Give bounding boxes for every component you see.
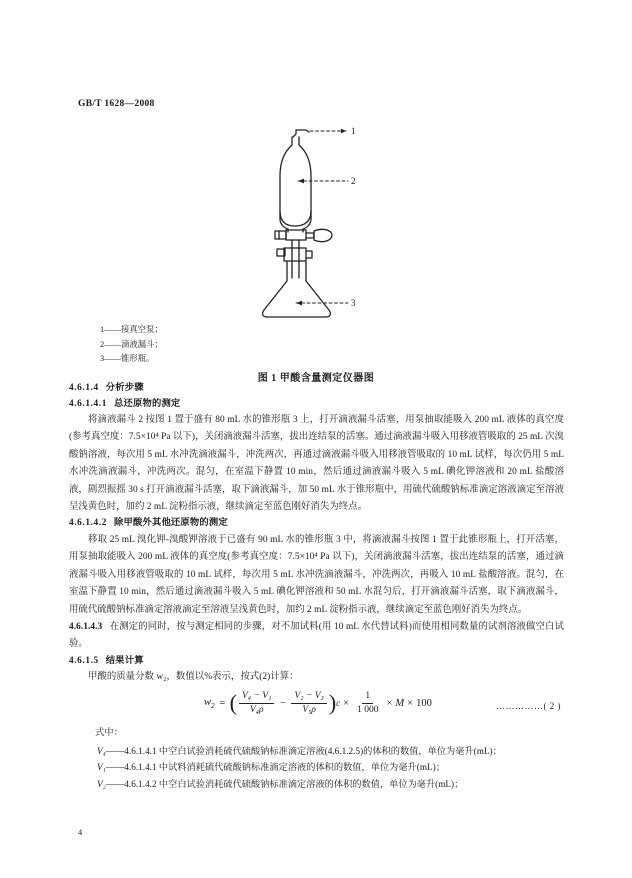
- heading-4-6-1-4-2: [69, 516, 564, 531]
- heading-title: 分析步骤: [105, 383, 144, 393]
- variable-symbol: V₂: [97, 778, 106, 789]
- variable-symbol: V₁: [97, 762, 106, 773]
- definition-row: [69, 743, 564, 760]
- formula-factor-c: c: [336, 698, 341, 709]
- formula-lhs: $w_2$: [204, 696, 215, 710]
- paragraph-4-6-1-4-1: 将滴液漏斗 2 按图 1 置于盛有 80 mL 水的锥形瓶 3 上，打开滴液漏斗活塞，用泵抽取能吸入 200 mL 液体的真空度(参考真空度：7.5×10⁴ Pa 以下)，关闭滴液漏斗活塞，拔出连结泵的活塞。通过滴液漏斗吸入用移液管吸取的 25 mL 次溴酸钠溶液，每次用 5 mL 水冲洗滴液漏斗，冲洗两次，再通过滴液漏斗吸入用移液管吸取的 10 mL 试样，每次仍用 5 mL 水冲洗滴液漏斗，冲洗两次。混匀，在室温下静置 10 min，然后通过滴液漏斗吸入 5 mL 碘化钾溶液和 20 mL 盐酸溶液，剧烈振摇 30 s 打开滴液漏斗活塞，取下滴液漏斗，加 50 mL 水于锥形瓶中，用硫代硫酸钠标准滴定溶液滴定至溶液呈浅黄色时，加约 2 mL 淀粉指示液，继续滴定至蓝色刚好消失为终点。: [69, 415, 564, 513]
- legend-item-3: 3——锥形瓶。: [100, 354, 155, 363]
- formula-times-3: ×: [407, 697, 414, 709]
- legend-item-1: 1——接真空泵；: [100, 325, 163, 334]
- standard-header: GB/T 1628—2008: [78, 99, 155, 109]
- heading-number: 4.6.1.4.3: [69, 621, 103, 632]
- formula-factor-100: 100: [416, 697, 432, 709]
- callout-label-1: 1: [351, 126, 356, 136]
- definition-dash: ——: [105, 745, 125, 756]
- formula-fraction-3: [354, 691, 381, 716]
- variable-definitions: [69, 743, 564, 793]
- formula-fraction-1: [239, 691, 274, 716]
- heading-4-6-1-4-1: [69, 397, 564, 412]
- formula-expression: [204, 691, 432, 716]
- heading-title: 除甲酸外其他还原物的测定: [113, 518, 228, 529]
- definition-dash: ——: [105, 778, 125, 789]
- apparatus-diagram: [236, 118, 406, 318]
- formula-equals: =: [218, 697, 226, 709]
- heading-title: 总还原物的测定: [113, 398, 181, 409]
- legend-item-2: 2——滴液漏斗；: [100, 339, 163, 349]
- figure-caption: 图 1 甲酸含量测定仪器图: [257, 373, 375, 384]
- paragraph-4-6-1-4-3: [69, 619, 564, 654]
- heading-4-6-1-4: [69, 381, 564, 396]
- formula-factor-M: M: [395, 697, 405, 709]
- formula-close-paren: ): [328, 690, 337, 716]
- figure-1: [0, 118, 632, 318]
- heading-number: 4.6.1.4.2: [69, 518, 107, 529]
- paragraph-4-6-1-5: 甲酸的质量分数 w₂，数值以%表示，按式(2)计算：: [88, 672, 299, 683]
- formula-times-1: ×: [343, 697, 350, 709]
- fraction-denominator: V₅ρ: [302, 704, 316, 715]
- page-content: [69, 381, 564, 792]
- where-label: 式中：: [95, 727, 123, 738]
- definition-dash: ——: [105, 762, 125, 773]
- formula-fraction-2: [291, 691, 326, 716]
- variable-symbol: V₄: [97, 745, 106, 756]
- formula-number: ……………( 2 ): [496, 700, 561, 711]
- formula-open-paren: (: [229, 690, 237, 716]
- paragraph-text: 在测定的同时，按与测定相同的步骤，对不加试料(用 10 mL 水代替试料)而使用相同数量的试剂溶液做空白试验。: [69, 621, 564, 650]
- heading-number: 4.6.1.4: [69, 383, 99, 393]
- fraction-denominator: 1 000: [357, 704, 379, 715]
- definition-text: 4.6.1.4.1 中试料消耗硫代硫酸钠标准滴定溶液的体积的数值，单位为毫升(mL)；: [124, 762, 445, 773]
- formula-2: [69, 691, 564, 725]
- definition-text: 4.6.1.4.2 中空白试验消耗硫代硫酸钠标准滴定溶液的体积的数值，单位为毫升(mL)；: [124, 778, 464, 789]
- heading-title: 结果计算: [105, 655, 144, 666]
- callout-label-3: 3: [351, 298, 356, 308]
- formula-minus: −: [279, 697, 287, 709]
- definition-row: [69, 759, 564, 776]
- callout-label-2: 2: [351, 176, 356, 186]
- fraction-numerator: V₂ − V₃: [291, 691, 326, 704]
- paragraph-4-6-1-4-2: 移取 25 mL 溴化钾-溴酸钾溶液于已盛有 90 mL 水的锥形瓶 3 中，将滴液漏斗按图 1 置于此锥形瓶上，打开活塞，用泵抽取能吸入 200 mL 液体的真空度(参考真空度：7.5×10⁴ Pa 以下)，关闭滴液漏斗活塞，拔出连结泵的活塞，通过滴液漏斗吸入用移液管吸取的 10 mL 试样，每次用 5 mL 水冲洗滴液漏斗，冲洗两次，再吸入 10 mL 盐酸溶液。混匀，在室温下静置 10 min，然后通过滴液漏斗吸入 5 mL 碘化钾溶液和 50 mL 水混匀后，打开滴液漏斗活塞，取下滴液漏斗，用硫代硫酸钠标准滴定溶液滴定至溶液呈浅黄色时，加约 2 mL 淀粉指示液，继续滴定至蓝色刚好消失为终点。: [69, 534, 564, 615]
- fraction-numerator: 1: [362, 691, 373, 704]
- formula-times-2: ×: [386, 697, 393, 709]
- heading-number: 4.6.1.5: [69, 655, 99, 666]
- definition-row: [69, 776, 564, 793]
- heading-number: 4.6.1.4.1: [69, 398, 107, 409]
- fraction-denominator: V₄ρ: [249, 704, 264, 715]
- page-number: 4: [78, 828, 83, 837]
- definition-text: 4.6.1.4.1 中空白试验消耗硫代硫酸钠标准滴定溶液(4.6.1.2.5)的体积的数值，单位为毫升(mL)；: [124, 745, 502, 756]
- heading-4-6-1-5: [69, 654, 564, 669]
- fraction-numerator: V₄ − V₁: [239, 691, 274, 704]
- figure-legend: [100, 323, 163, 367]
